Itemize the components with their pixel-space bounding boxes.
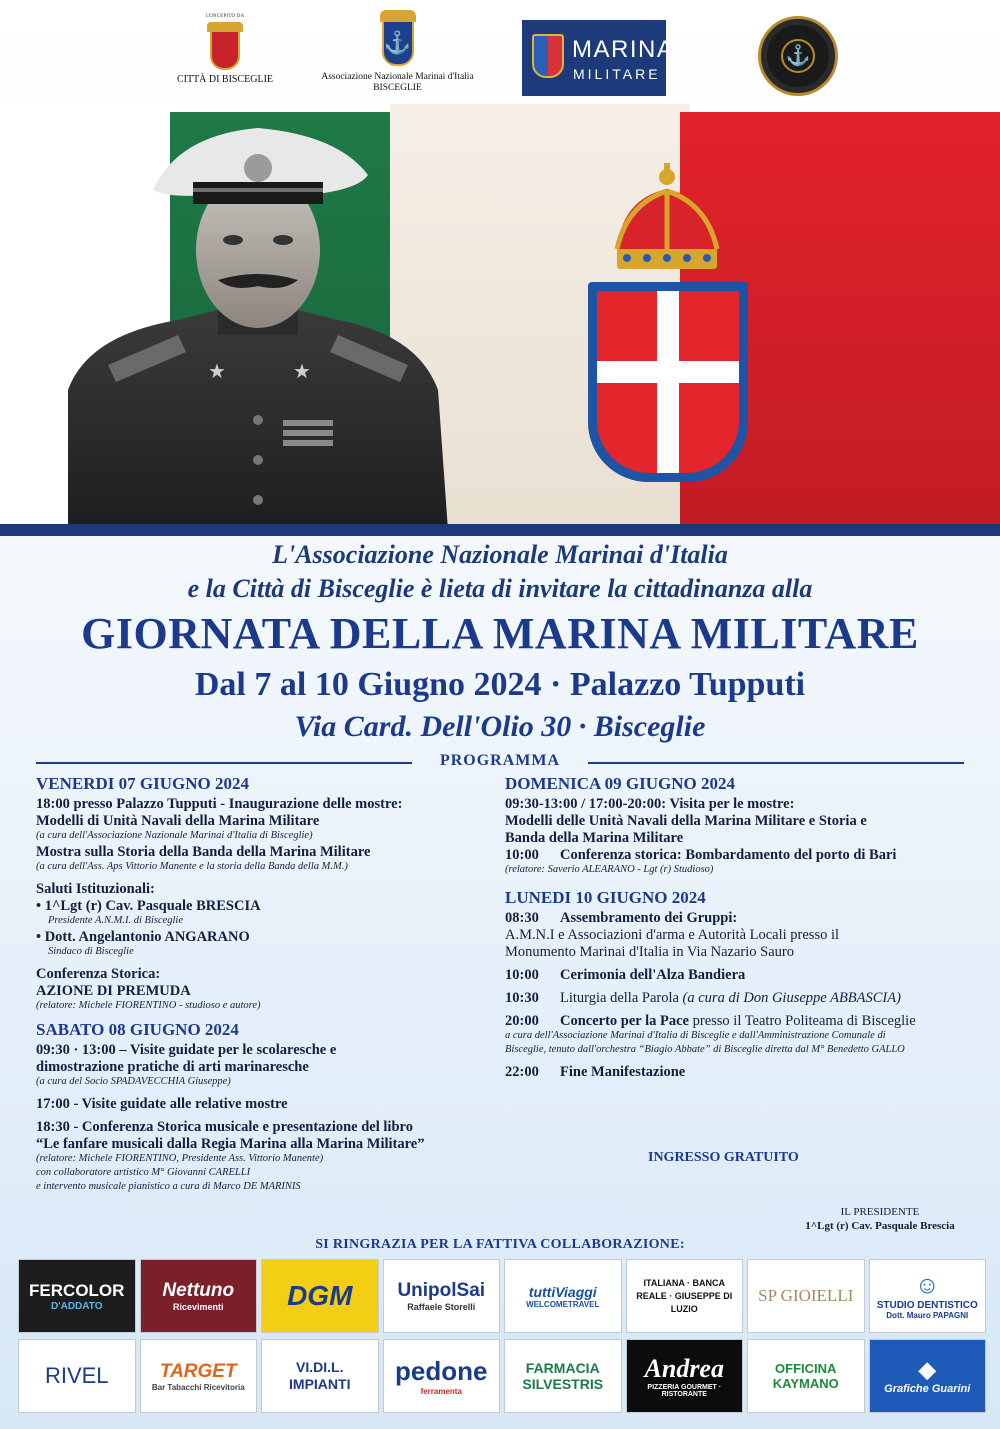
marina-emblem-icon: [532, 34, 564, 78]
monday-event-note: (a cura di Don Giuseppe ABBASCIA): [682, 990, 901, 1006]
monday-event-text: Liturgia della Parola: [560, 990, 679, 1006]
monday-event-text: Concerto per la Pace: [560, 1013, 689, 1029]
monday-event: Fine Manifestazione: [560, 1064, 686, 1080]
sponsor-name: ITALIANA · BANCA REALE · GIUSEPPE DI LUZIO: [636, 1277, 733, 1314]
president-name: 1^Lgt (r) Cav. Pasquale Brescia: [805, 1220, 955, 1232]
monday-time: 20:00: [505, 1013, 539, 1029]
marina-militare-logo: [522, 20, 675, 96]
sponsor-name: FERCOLOR: [29, 1280, 125, 1300]
sunday-note: (relatore: Saverio ALEARANO - Lgt (r) Studioso): [505, 864, 714, 875]
monday-row: [505, 910, 975, 927]
president-signature: [790, 1205, 970, 1233]
sunday-line: 09:30-13:00 / 17:00-20:00: Visita per le mostre:: [505, 796, 795, 812]
sponsor-logo: [626, 1339, 744, 1413]
program-right-column: [505, 774, 975, 1081]
sunday-heading: DOMENICA 09 GIUGNO 2024: [505, 774, 735, 793]
monday-time: 08:30: [505, 910, 539, 926]
sponsors-row-1: [18, 1259, 986, 1333]
sponsor-name: VI.DI.L. IMPIANTI: [289, 1359, 351, 1392]
marina-logo-line1: MARINA: [572, 36, 675, 63]
anmi-logo-name: Associazione Nazionale Marinai d'Italia: [321, 72, 474, 82]
city-logo-name: CITTÀ DI BISCEGLIE: [176, 74, 274, 85]
sponsor-name: Grafiche Guarini: [884, 1383, 971, 1395]
saturday-note: e intervento musicale pianistico a cura di Marco DE MARINIS: [36, 1181, 301, 1192]
saturday-note: con collaboratore artistico M° Giovanni CARELLI: [36, 1167, 251, 1178]
sponsor-sub: PIZZERIA GOURMET · RISTORANTE: [647, 1384, 722, 1398]
sunday-row: [505, 847, 975, 864]
program-left-column: [36, 774, 496, 1195]
monday-row: [505, 1013, 975, 1030]
sponsor-logo: [869, 1339, 987, 1413]
free-entry-label: INGRESSO GRATUITO: [648, 1150, 799, 1165]
friday-speaker-role: Sindaco di Bisceglie: [48, 946, 134, 957]
saturday-line: 09:30 · 13:00 – Visite guidate per le scolaresche e: [36, 1042, 337, 1058]
friday-note: (a cura dell'Ass. Aps Vittorio Manente e la storia della Banda della M.M.): [36, 861, 348, 872]
saturday-line: 17:00 - Visite guidate alle relative mostre: [36, 1096, 288, 1112]
sponsor-sub: Raffaele Storelli: [407, 1302, 476, 1312]
monday-event: Cerimonia dell'Alza Bandiera: [560, 967, 746, 983]
sponsor-logo: [869, 1259, 987, 1333]
friday-line: 18:00 presso Palazzo Tupputi - Inaugurazione delle mostre:: [36, 796, 403, 812]
sponsor-logo: [383, 1259, 501, 1333]
anchor-shield-icon: ⚓: [382, 20, 414, 66]
monday-row: [505, 990, 975, 1007]
monday-time: 10:30: [505, 990, 539, 1006]
programma-heading: PROGRAMMA: [439, 752, 561, 769]
sponsor-logo: [383, 1339, 501, 1413]
sponsor-sub: Dott. Mauro PAPAGNI: [886, 1311, 969, 1320]
city-logo: [170, 14, 280, 85]
sponsor-logo: [504, 1259, 622, 1333]
city-logo-small-text: CONCEPITO DA: [205, 14, 245, 19]
intro-line1: L'Associazione Nazionale Marinai d'Italia: [272, 540, 728, 569]
sponsor-name: DGM: [287, 1280, 353, 1311]
event-address: Via Card. Dell'Olio 30 · Bisceglie: [294, 710, 706, 743]
monday-event-place: presso il Teatro Politeama di Bisceglie: [692, 1013, 916, 1029]
friday-line: Mostra sulla Storia della Banda della Marina Militare: [36, 844, 371, 860]
sponsor-logo: [140, 1259, 258, 1333]
monday-line: A.M.N.I e Associazioni d'arma e Autorità Locali presso il: [505, 927, 840, 943]
monday-heading: LUNEDI 10 GIUGNO 2024: [505, 888, 706, 907]
invitation-intro: [0, 538, 1000, 606]
friday-line: Modelli di Unità Navali della Marina Militare: [36, 813, 320, 829]
sponsor-name: Nettuno: [162, 1280, 235, 1301]
saturday-note: (a cura del Socio SPADAVECCHIA Giuseppe): [36, 1076, 231, 1087]
sponsor-name: FARMACIA SILVESTRIS: [522, 1360, 604, 1392]
sponsor-name: STUDIO DENTISTICO: [876, 1300, 978, 1311]
sponsor-sub: WELCOMETRAVEL: [526, 1299, 600, 1309]
friday-speaker-role: Presidente A.N.M.I. di Bisceglie: [48, 915, 184, 926]
sponsor-logo: [504, 1339, 622, 1413]
sponsor-name: UnipolSai: [397, 1280, 486, 1301]
sponsor-logo: [261, 1259, 379, 1333]
saturday-heading: SABATO 08 GIUGNO 2024: [36, 1020, 239, 1039]
svg-text:★: ★: [293, 361, 311, 383]
monday-line: Monumento Marinai d'Italia in Via Nazario Sauro: [505, 944, 794, 960]
sponsor-sub: ferramenta: [420, 1387, 462, 1396]
sponsor-logo: [18, 1339, 136, 1413]
hero-image: [0, 100, 1000, 530]
monday-note: a cura dell'Associazione Marinai d'Italia di Bisceglie e dall'Amministrazione Comunale di: [505, 1030, 886, 1041]
sunday-line: Modelli delle Unità Navali della Marina Militare e Storia e: [505, 813, 867, 829]
sponsor-name: tuttiViaggi: [528, 1283, 597, 1300]
friday-conference-title: AZIONE DI PREMUDA: [36, 983, 191, 999]
marina-logo-line2: MILITARE: [573, 66, 661, 82]
event-title: GIORNATA DELLA MARINA MILITARE: [81, 609, 919, 658]
blue-divider-band: [0, 524, 1000, 536]
sponsor-name: SP GIOIELLI: [758, 1286, 854, 1305]
intro-line2: e la Città di Bisceglie è lieta di invitare la cittadinanza alla: [187, 574, 813, 603]
sponsor-name: RIVEL: [44, 1363, 109, 1388]
monday-event: [560, 1013, 916, 1030]
monday-row: [505, 1064, 975, 1081]
sponsor-logo: [747, 1339, 865, 1413]
sponsor-sub: Bar Tabacchi Ricevitoria: [151, 1382, 245, 1392]
svg-text:★: ★: [208, 361, 226, 383]
sponsor-logo: [18, 1259, 136, 1333]
savoy-shield: [588, 282, 748, 482]
saturday-line: 18:30 - Conferenza Storica musicale e presentazione del libro: [36, 1119, 413, 1135]
monday-event: Assembramento dei Gruppi:: [560, 910, 738, 926]
monday-time: 22:00: [505, 1064, 539, 1080]
saturday-note: (relatore: Michele FIORENTINO, Presidente Ass. Vittorio Manente): [36, 1153, 324, 1164]
friday-conference-note: (relatore: Michele FIORENTINO - studioso e autore): [36, 1000, 261, 1011]
sunday-event: Conferenza storica: Bombardamento del porto di Bari: [560, 847, 897, 863]
monday-note: Bisceglie, tenuto dall'orchestra “Biagio Abbate” di Bisceglie diretta dal M° Benedetto GALLO: [505, 1044, 905, 1055]
tooth-icon: ☺: [914, 1272, 940, 1299]
cross-vertical-bar: [657, 291, 679, 473]
event-dates: Dal 7 al 10 Giugno 2024 · Palazzo Tupputi: [194, 666, 806, 703]
saturday-line: “Le fanfare musicali dalla Regia Marina alla Marina Militare”: [36, 1136, 425, 1152]
friday-saluti: Saluti Istituzionali:: [36, 881, 155, 897]
sponsors-row-2: [18, 1339, 986, 1413]
friday-note: (a cura dell'Associazione Nazionale Marinai d'Italia di Bisceglie): [36, 830, 313, 841]
sponsor-name: OFFICINA KAYMANO: [772, 1361, 839, 1391]
friday-heading: VENERDI 07 GIUGNO 2024: [36, 774, 249, 793]
header-logos: [0, 0, 1000, 110]
historic-association-seal: [758, 16, 838, 96]
sponsor-name: Andrea: [644, 1354, 724, 1383]
saturday-line: dimostrazione pratiche di arti marinaresche: [36, 1059, 309, 1075]
sponsor-name: TARGET: [159, 1360, 237, 1382]
thanks-heading: SI RINGRAZIA PER LA FATTIVA COLLABORAZIONE:: [315, 1237, 685, 1252]
friday-conference-label: Conferenza Storica:: [36, 966, 161, 982]
friday-speaker: • 1^Lgt (r) Cav. Pasquale BRESCIA: [36, 898, 496, 915]
sunday-line: Banda della Marina Militare: [505, 830, 684, 846]
anmi-logo-city: BISCEGLIE: [373, 83, 422, 93]
sponsor-sub: Ricevimenti: [172, 1302, 224, 1312]
sponsor-logo: [747, 1259, 865, 1333]
president-label: IL PRESIDENTE: [840, 1206, 920, 1218]
sunday-time: 10:00: [505, 847, 539, 863]
sponsor-logo: [140, 1339, 258, 1413]
sponsor-sub: D'ADDATO: [51, 1300, 103, 1312]
seal-anchor-icon: ⚓: [781, 39, 815, 73]
crown-icon: [602, 159, 732, 279]
naval-officer-portrait: [68, 120, 448, 530]
monday-event: [560, 990, 901, 1007]
sponsor-logo: [626, 1259, 744, 1333]
friday-speaker: • Dott. Angelantonio ANGARANO: [36, 929, 496, 946]
monday-row: [505, 967, 975, 984]
sponsor-logo: [261, 1339, 379, 1413]
savoy-cross-field: [597, 291, 739, 473]
sponsor-name: pedone: [395, 1356, 488, 1386]
city-shield-icon: [210, 30, 240, 70]
anmi-logo: [310, 14, 485, 94]
printer-icon: ◆: [918, 1357, 936, 1382]
monday-time: 10:00: [505, 967, 539, 983]
